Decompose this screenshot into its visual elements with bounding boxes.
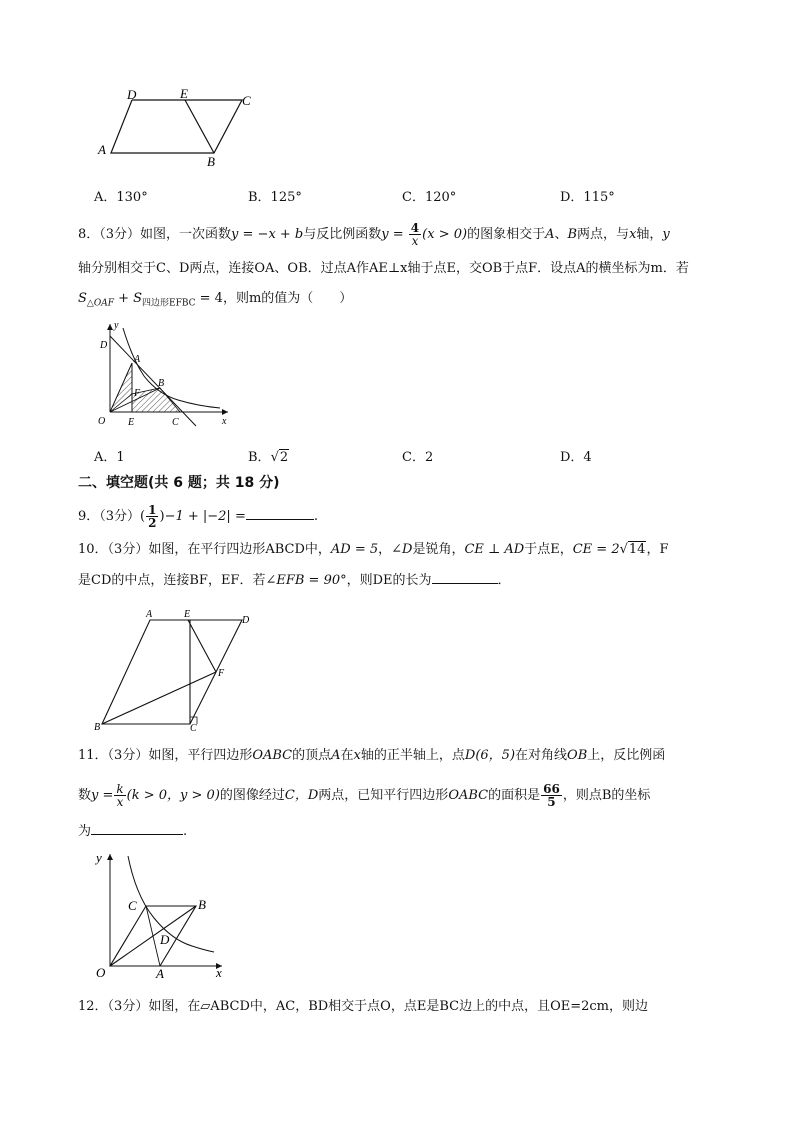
q11-line1: 11．（3分）如图，平行四边形OABC的顶点A在x轴的正半轴上，点D(6，5)在对角线OB上，反比例函 — [78, 748, 666, 763]
fig8-label-a: A — [134, 354, 141, 365]
fig11-label-b: B — [198, 897, 206, 912]
q11-line2: 数y = $\frac{k}{x}$ (k > 0，y > 0)的图像经过C，D两点，已知平行四边形OABC的面积是 $\frac{66}{5}$ ，则点B的坐标 — [78, 782, 651, 809]
q8-line3: $S_{\triangle OAF} + S_{四边形EFBC} = 4$，则m的值为（ ） — [78, 291, 353, 309]
fig11-label-c: C — [128, 898, 137, 913]
fig8-label-e: E — [128, 417, 135, 428]
fig11-label-x: x — [216, 965, 222, 980]
fig8-label-f: F — [134, 388, 141, 399]
q7-option-b: B．125° — [248, 190, 302, 205]
q7-option-d: D．115° — [560, 190, 615, 205]
fig10-label-f: F — [218, 668, 225, 679]
fig7-label-b: B — [207, 154, 215, 169]
q8-option-c: C．2 — [402, 450, 434, 465]
fig11-label-y: y — [96, 850, 102, 865]
q8-function-figure — [88, 318, 238, 434]
fig11-label-o: O — [96, 965, 106, 980]
fig10-label-c: C — [190, 723, 197, 734]
section-heading-fill-in: 二、填空题(共 6 题；共 18 分) — [78, 475, 280, 491]
q10-line2: 是CD的中点，连接BF，EF．若∠EFB = 90°，则DE的长为 ． — [78, 569, 511, 591]
q10-line1: 10．（3分）如图，在平行四边形ABCD中，AD = 5，∠D是锐角，CE ⊥ AD于点E，CE = 2√14，F — [78, 542, 669, 557]
q8-option-d: D．4 — [560, 450, 592, 465]
q11-answer-blank[interactable] — [91, 820, 183, 835]
q11-function-figure — [92, 846, 242, 982]
fig10-label-b: B — [94, 722, 101, 733]
q12-line1: 12．（3分）如图，在▱ABCD中，AC，BD相交于点O，点E是BC边上的中点，且OE=2cm，则边 — [78, 999, 648, 1014]
q7-option-a: A．130° — [94, 190, 148, 205]
fig10-label-d: D — [242, 615, 250, 626]
fig10-label-a: A — [146, 609, 153, 620]
fig11-label-d: D — [160, 932, 170, 947]
fig8-label-c: C — [172, 417, 179, 428]
fig7-label-d: D — [127, 87, 137, 102]
q7-option-c: C．120° — [402, 190, 457, 205]
fig8-label-y: y — [114, 320, 119, 331]
q11-line3: 为 . — [78, 820, 187, 842]
q10-parallelogram-figure — [88, 604, 263, 734]
q10-answer-blank[interactable] — [432, 569, 498, 584]
q8-option-a: A．1 — [94, 450, 125, 465]
fig11-label-a: A — [156, 966, 164, 981]
q8-line2: 轴分别相交于C、D两点，连接OA、OB．过点A作AE⊥x轴于点E，交OB于点F．设点A的横坐标为m．若 — [78, 261, 689, 276]
fig8-label-d: D — [100, 340, 108, 351]
fig8-label-o: O — [98, 416, 106, 427]
fig8-label-b: B — [158, 378, 165, 389]
q9-line: 9．（3分）( $\frac{1}{2}$ )−1 + |−2| = . — [78, 503, 318, 530]
fig7-label-c: C — [242, 93, 251, 108]
q9-answer-blank[interactable] — [246, 505, 314, 520]
fig10-label-e: E — [184, 609, 191, 620]
fig8-label-x: x — [222, 416, 227, 427]
q8-line1: 8．（3分）如图，一次函数y = −x + b与反比例函数y = $\frac{4}{x}$ (x > 0)的图象相交于A、B两点，与x轴，y — [78, 221, 670, 248]
fig7-label-e: E — [180, 86, 188, 101]
fig7-label-a: A — [98, 142, 106, 157]
q7-parallelogram-figure — [90, 84, 260, 174]
q8-option-b: B．√2 — [248, 450, 289, 465]
